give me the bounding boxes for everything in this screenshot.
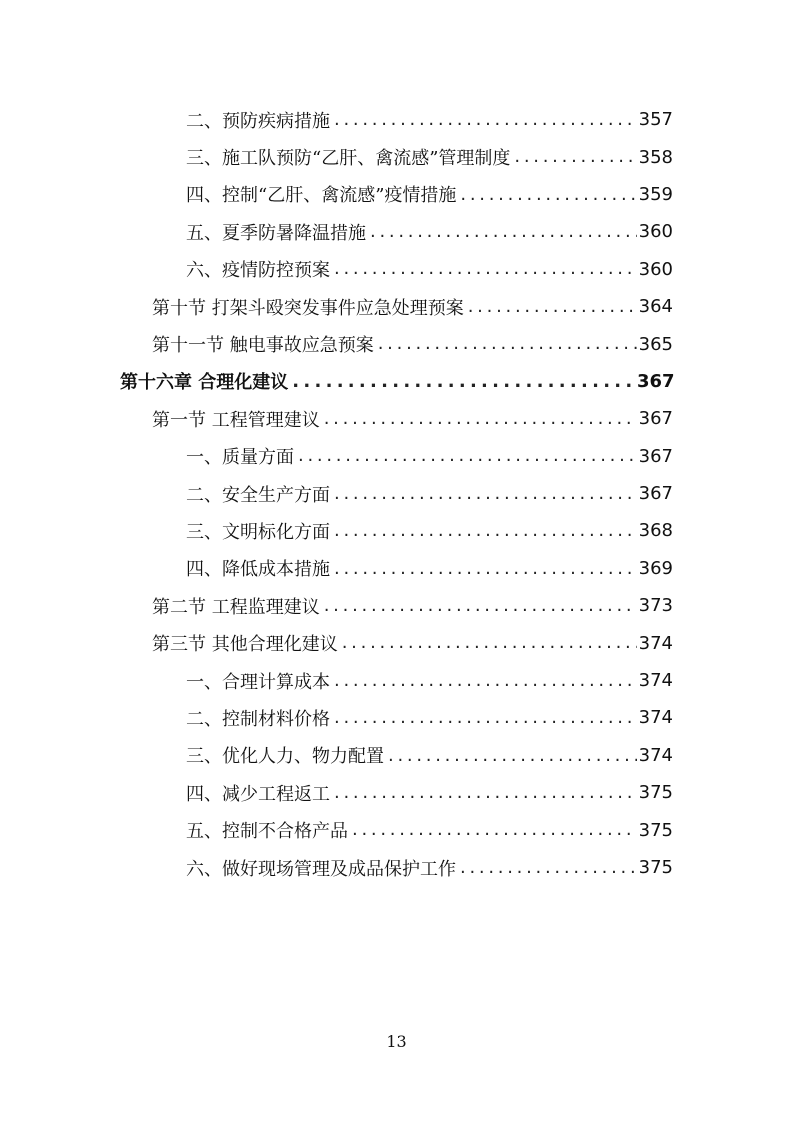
toc-entry[interactable]: [0, 400, 793, 437]
toc-entry-page: 374: [638, 632, 673, 654]
toc-entry[interactable]: [0, 550, 793, 587]
toc-entry-page: 374: [638, 670, 673, 692]
toc-entry-title: 第三节 其他合理化建议: [152, 634, 338, 656]
toc-leader-dots: [460, 857, 637, 879]
toc-entry[interactable]: [0, 811, 793, 848]
toc-leader-dots: [298, 445, 637, 467]
toc-entry-title: 四、控制“乙肝、禽流感”疫情措施: [186, 185, 457, 207]
toc-leader-dots: [468, 296, 637, 318]
toc-leader-dots: [334, 558, 637, 580]
toc-entry[interactable]: [0, 774, 793, 811]
toc-entry-title: 一、质量方面: [186, 447, 294, 469]
toc-leader-dots: [334, 670, 637, 692]
toc-entry-title: 三、文明标化方面: [186, 521, 330, 543]
toc-entry-page: 367: [638, 483, 673, 505]
toc-entry-title: 二、控制材料价格: [186, 708, 330, 730]
toc-entry-page: 360: [638, 221, 673, 243]
toc-leader-dots: [334, 483, 637, 505]
toc-entry-page: 360: [638, 258, 673, 280]
toc-entry-title: 五、控制不合格产品: [186, 821, 348, 843]
toc-entry-page: 359: [638, 183, 673, 205]
toc-entry-page: 358: [638, 146, 673, 168]
toc-leader-dots: [334, 782, 637, 804]
toc-leader-dots: [514, 146, 637, 168]
toc-entry-title: 二、安全生产方面: [186, 484, 330, 506]
toc-entry[interactable]: [0, 138, 793, 175]
toc-entry-title: 四、降低成本措施: [186, 559, 330, 581]
page-number: 13: [386, 1032, 407, 1051]
toc-entry[interactable]: [0, 512, 793, 549]
toc-entry-page: 367: [637, 370, 675, 392]
toc-entry-title: 六、疫情防控预案: [186, 260, 330, 282]
toc-leader-dots: [352, 819, 637, 841]
toc-entry-title: 第十节 打架斗殴突发事件应急处理预案: [152, 297, 464, 319]
toc-leader-dots: [334, 707, 637, 729]
toc-leader-dots: [292, 371, 637, 393]
toc-entry[interactable]: [0, 101, 793, 138]
toc-leader-dots: [334, 258, 637, 280]
toc-entry[interactable]: [0, 251, 793, 288]
toc-leader-dots: [334, 109, 637, 131]
toc-entry-title: 五、夏季防暑降温措施: [186, 222, 366, 244]
toc-entry-page: 373: [638, 595, 673, 617]
toc-entry[interactable]: [0, 475, 793, 512]
toc-entry-title: 四、减少工程返工: [186, 783, 330, 805]
toc-entry[interactable]: [0, 587, 793, 624]
toc-entry[interactable]: [0, 325, 793, 362]
toc-entry[interactable]: [0, 176, 793, 213]
toc-entry-title: 三、优化人力、物力配置: [186, 746, 384, 768]
toc-leader-dots: [324, 408, 637, 430]
toc-entry-title: 三、施工队预防“乙肝、禽流感”管理制度: [186, 148, 511, 170]
toc-entry[interactable]: [0, 288, 793, 325]
toc-entry[interactable]: [0, 699, 793, 736]
toc-leader-dots: [388, 745, 637, 767]
toc-entry-page: 374: [638, 707, 673, 729]
toc-entry-page: 375: [638, 857, 673, 878]
toc-entry[interactable]: [0, 737, 793, 774]
toc-entry-title: 第一节 工程管理建议: [152, 409, 320, 431]
table-of-contents: [0, 101, 793, 886]
toc-leader-dots: [460, 184, 637, 206]
toc-entry[interactable]: [0, 849, 793, 886]
toc-leader-dots: [334, 520, 637, 542]
toc-leader-dots: [324, 595, 637, 617]
toc-entry[interactable]: [0, 213, 793, 250]
toc-entry-page: 375: [638, 819, 673, 841]
toc-entry-title: 第十一节 触电事故应急预案: [152, 335, 374, 357]
toc-entry-title: 第二节 工程监理建议: [152, 596, 320, 618]
toc-entry-page: 369: [638, 557, 673, 579]
toc-entry-title: 第十六章 合理化建议: [120, 372, 289, 394]
toc-entry[interactable]: [0, 438, 793, 475]
toc-entry-page: 367: [638, 408, 673, 430]
toc-entry-title: 一、合理计算成本: [186, 671, 330, 693]
toc-entry[interactable]: [0, 624, 793, 661]
toc-entry-page: 368: [638, 520, 673, 542]
toc-entry-title: 六、做好现场管理及成品保护工作: [186, 858, 456, 880]
toc-entry-page: 364: [638, 296, 673, 318]
toc-leader-dots: [342, 632, 637, 654]
toc-entry-page: 375: [638, 782, 673, 804]
toc-leader-dots: [378, 333, 637, 355]
toc-entry-page: 367: [638, 445, 673, 467]
toc-chapter-entry[interactable]: [0, 363, 793, 400]
toc-entry-title: 二、预防疾病措施: [186, 110, 330, 132]
toc-leader-dots: [370, 221, 637, 243]
toc-entry[interactable]: [0, 662, 793, 699]
toc-entry-page: 374: [638, 744, 673, 766]
toc-entry-page: 357: [638, 109, 673, 131]
toc-entry-page: 365: [638, 333, 673, 355]
